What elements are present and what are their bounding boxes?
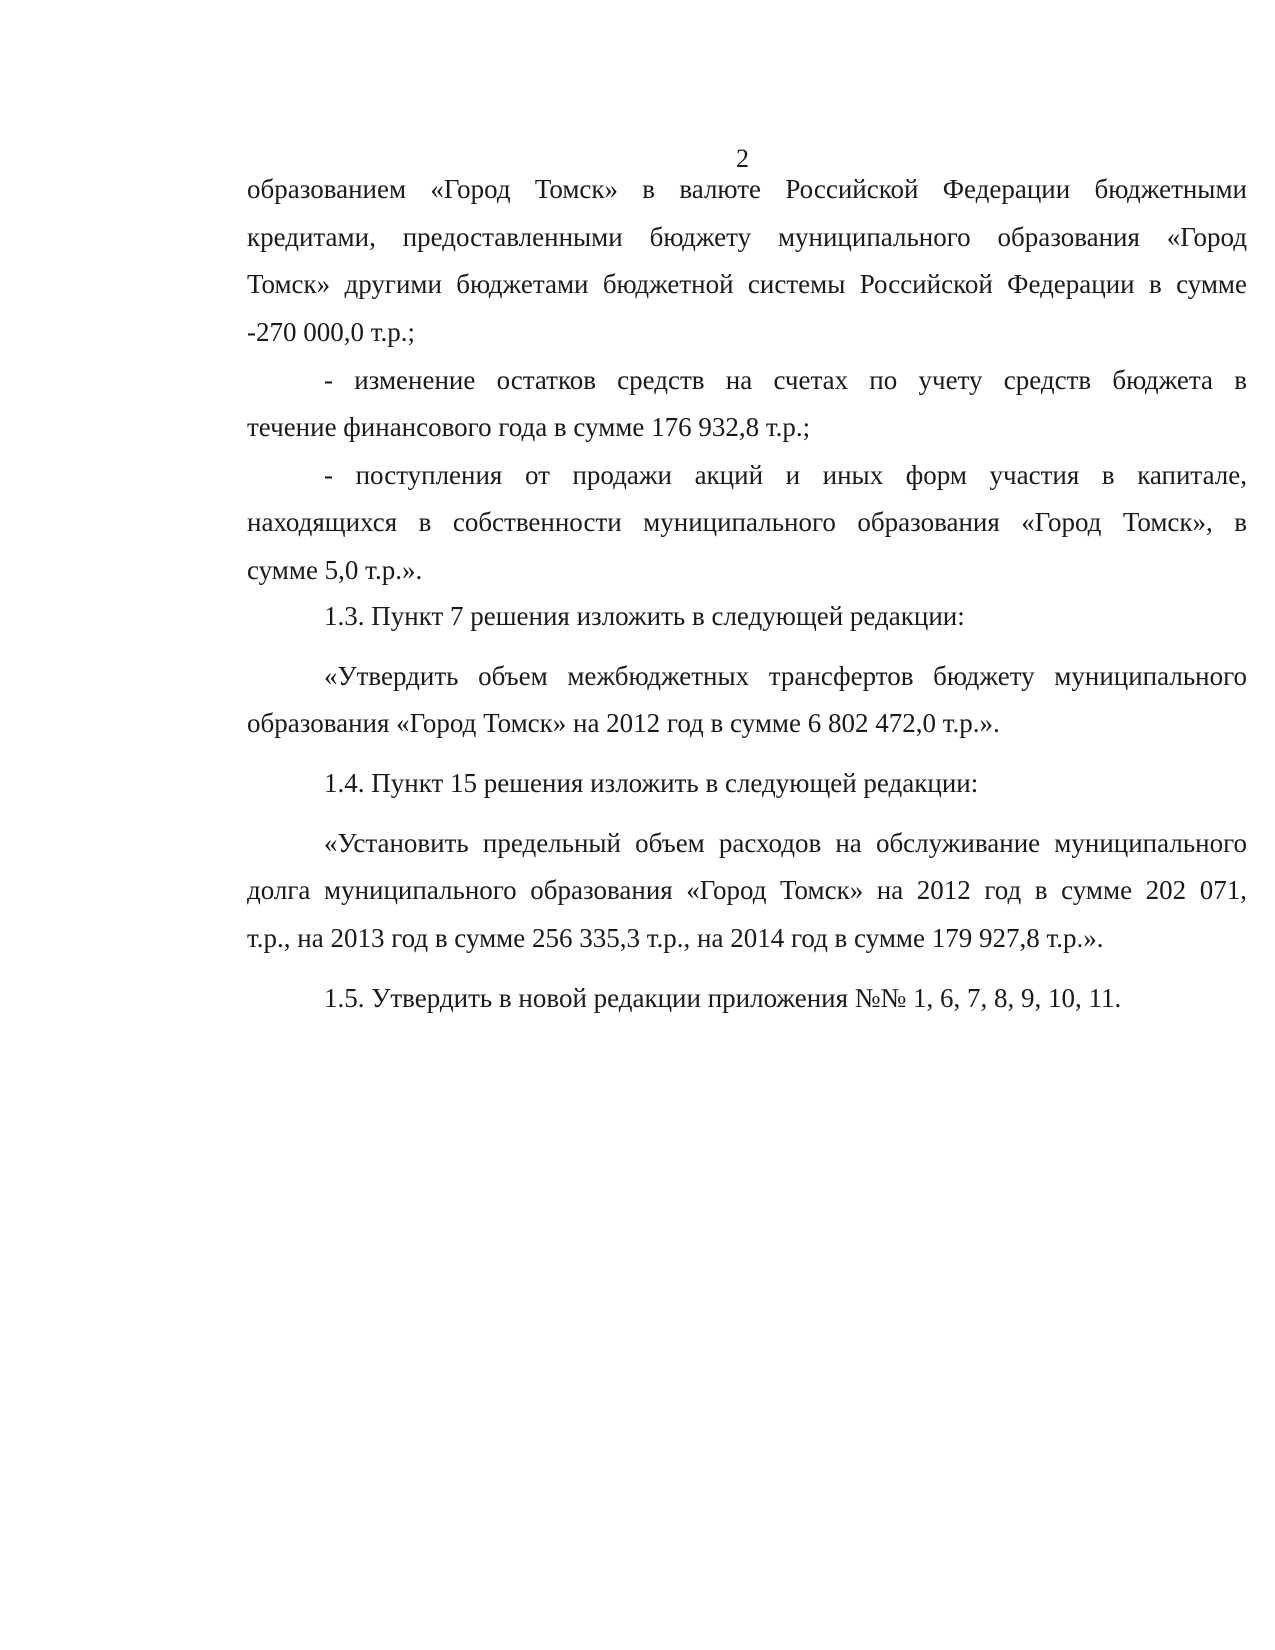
text-line: - поступления от продажи акций и иных форм участия в капитале, [324,460,1247,490]
text-line: долга муниципального образования «Город Томск» на 2012 год в сумме 202 071, [247,875,1247,905]
text-line: образованием «Город Томск» в валюте Российской Федерации бюджетными [247,174,1247,204]
text-line: -270 000,0 т.р.; [247,317,416,347]
text-line: 1.3. Пункт 7 решения изложить в следующей редакции: [324,601,965,631]
text-line: «Установить предельный объем расходов на обслуживание муниципального [324,828,1247,858]
text-line: сумме 5,0 т.р.». [247,555,423,585]
text-line: 1.4. Пункт 15 решения изложить в следующей редакции: [324,768,979,798]
text-line: - изменение остатков средств на счетах по учету средств бюджета в [324,365,1247,395]
text-line: находящихся в собственности муниципального образования «Город Томск», в [247,507,1247,537]
text-line: кредитами, предоставленными бюджету муниципального образования «Город [247,222,1247,252]
text-line: 1.5. Утвердить в новой редакции приложения №№ 1, 6, 7, 8, 9, 10, 11. [324,983,1122,1013]
text-line: «Утвердить объем межбюджетных трансфертов бюджету муниципального [324,661,1247,691]
text-line: образования «Город Томск» на 2012 год в сумме 6 802 472,0 т.р.». [247,708,1000,738]
text-line: т.р., на 2013 год в сумме 256 335,3 т.р., на 2014 год в сумме 179 927,8 т.р.». [247,923,1104,953]
text-line: течение финансового года в сумме 176 932,8 т.р.; [247,412,811,442]
page-number: 2 [736,144,749,173]
text-line: Томск» другими бюджетами бюджетной системы Российской Федерации в сумме [247,269,1247,299]
